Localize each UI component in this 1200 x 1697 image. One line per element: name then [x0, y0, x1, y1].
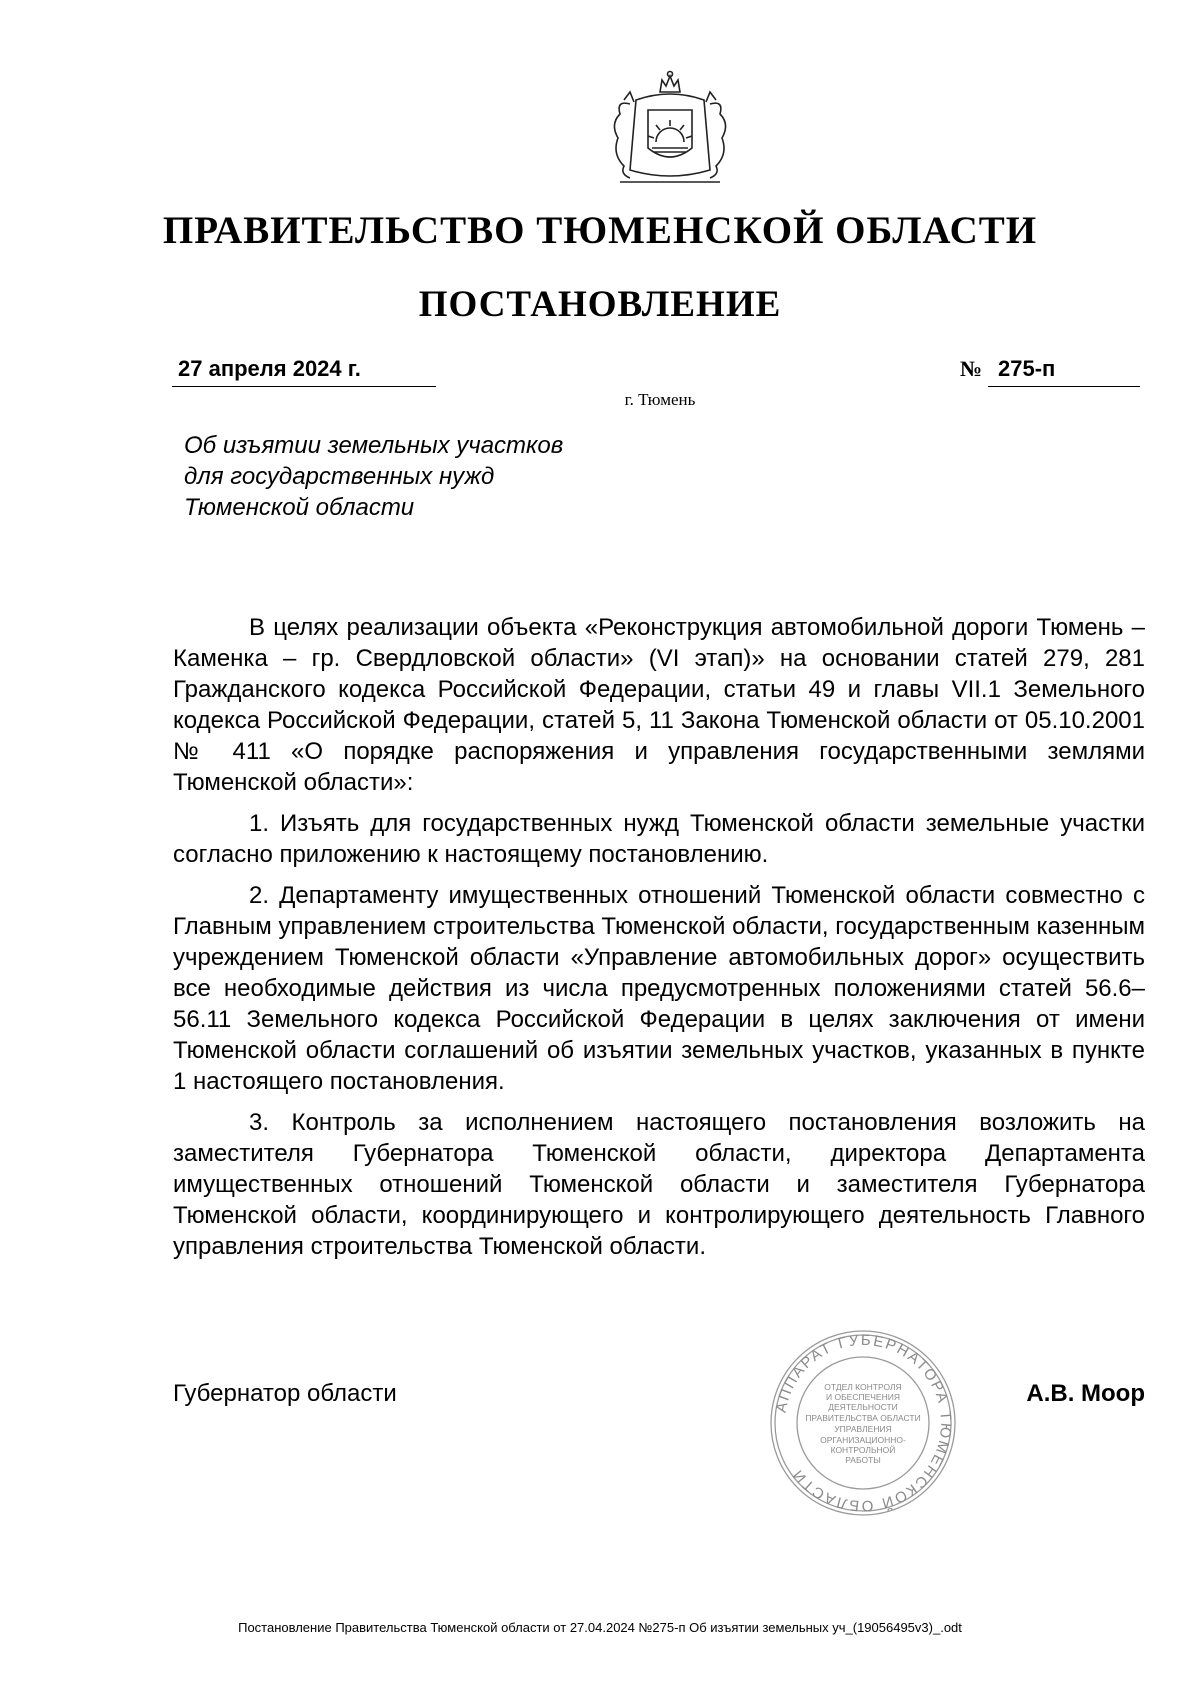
city: г. Тюмень [624, 390, 696, 409]
stamp-line: КОНТРОЛЬНОЙ [830, 1445, 896, 1455]
number-line [988, 356, 1140, 387]
subject-line: Об изъятии земельных участков [184, 432, 564, 459]
stamp-line: ОТДЕЛ КОНТРОЛЯ [824, 1382, 902, 1392]
signer-name: А.В. Моор [1026, 1380, 1145, 1407]
document-date [172, 356, 436, 387]
document-subject [184, 430, 704, 523]
stamp-line: ПРАВИТЕЛЬСТВА ОБЛАСТИ [805, 1413, 921, 1423]
document-body [173, 612, 1145, 1272]
subject-line: для государственных нужд [184, 463, 495, 490]
coat-of-arms-icon [590, 70, 750, 190]
preamble-paragraph: В целях реализации объекта «Реконструкция автомобильной дороги Тюмень – Каменка – гр. Свердловской области» (VI этап)» на основании статей 279, 281 Гражданского кодекса Российской Федерации, статьи 49 и главы VII.1 Земельного кодекса Российской Федерации, статей 5, 11 Закона Тюменской области от 05.10.2001 № 411 «О порядке распоряжения и управления государственными землями Тюменской области»: [173, 614, 1145, 796]
stamp-line: ДЕЯТЕЛЬНОСТИ [828, 1402, 898, 1412]
document-type: ПОСТАНОВЛЕНИЕ [418, 284, 782, 325]
signer-title: Губернатор области [173, 1380, 397, 1407]
signature-block [173, 1380, 1145, 1420]
number-value: 275-п [998, 356, 1056, 381]
date-value: 27 апреля 2024 г. [178, 356, 361, 381]
stamp-line: УПРАВЛЕНИЯ [834, 1424, 892, 1434]
clause-2: 2. Департаменту имущественных отношений Тюменской области совместно с Главным управлением строительства Тюменской области, государственным казенным учреждением Тюменской области «Управление автомобильных дорог» осуществить все необходимые действия из числа предусмотренных положениями статей 56.6–56.11 Земельного кодекса Российской Федерации в целях заключения от имени Тюменской области соглашений об изъятии земельных участков, указанных в пункте 1 настоящего постановления. [173, 882, 1145, 1095]
number-sign: № [960, 356, 983, 381]
stamp-outer-text: АППАРАТ ГУБЕРНАТОРА ТЮМЕНСКОЙ ОБЛАСТИ [772, 1331, 955, 1515]
footer-filename: Постановление Правительства Тюменской области от 27.04.2024 №275-п Об изъятии земельных уч_(19056495v3)_.odt [238, 1620, 962, 1635]
clause-1: 1. Изъять для государственных нужд Тюменской области земельные участки согласно приложению к настоящему постановлению. [173, 810, 1145, 868]
document-number [960, 356, 1140, 386]
stamp-line: И ОБЕСПЕЧЕНИЯ [826, 1392, 900, 1402]
official-stamp [768, 1328, 958, 1518]
government-title: ПРАВИТЕЛЬСТВО ТЮМЕНСКОЙ ОБЛАСТИ [162, 209, 1038, 252]
stamp-line: РАБОТЫ [845, 1455, 881, 1465]
clause-3: 3. Контроль за исполнением настоящего постановления возложить на заместителя Губернатора Тюменской области, директора Департамента имущественных отношений Тюменской области и заместителя Губернатора Тюменской области, координирующего и контролирующего деятельность Главного управления строительства Тюменской области. [173, 1109, 1145, 1260]
subject-line: Тюменской области [184, 494, 415, 521]
stamp-line: ОРГАНИЗАЦИОННО- [820, 1435, 906, 1445]
